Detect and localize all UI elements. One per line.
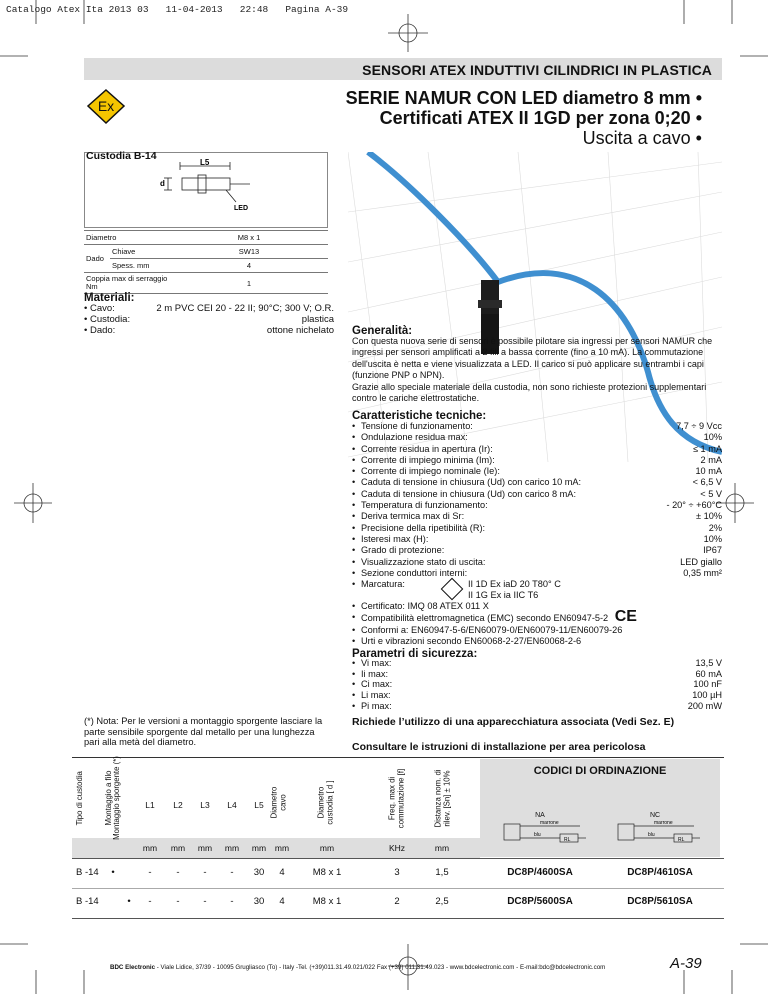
footer-company: BDC Electronic bbox=[110, 964, 156, 971]
caratteristica-label: • Visualizzazione stato di uscita: bbox=[361, 556, 486, 567]
caratteristica-label: • Sezione conduttori interni: bbox=[361, 567, 468, 578]
banner-title: SENSORI ATEX INDUTTIVI CILINDRICI IN PLASTICA bbox=[362, 62, 712, 78]
caratteristica-label: • Caduta di tensione in chiusura (Ud) con carico 8 mA: bbox=[361, 488, 576, 499]
coppia-label: Coppia max di serraggio Nm bbox=[84, 273, 170, 294]
chiave-value: SW13 bbox=[170, 245, 328, 259]
header-l4: L4 bbox=[227, 800, 237, 810]
caratteristica-label: • Precisione della ripetibilità (R): bbox=[361, 522, 486, 533]
parametro-item: • Ii max: 60 mA bbox=[352, 669, 722, 680]
caratteristica-label: • Temperatura di funzionamento: bbox=[361, 500, 488, 511]
caratteristica-value: - 20° ÷ +60°C bbox=[666, 500, 722, 511]
marcatura-row: • Marcatura: II 1D Ex iaD 20 T80° C II 1G Ex ia IIC T6 bbox=[352, 579, 722, 601]
header-diam-custodia: Diametro custodia [ d ] bbox=[316, 780, 334, 825]
caratteristiche-title: Caratteristiche tecniche: bbox=[352, 410, 487, 422]
header-tipo: Tipo di custodia bbox=[74, 771, 84, 826]
dado-label: Dado bbox=[84, 245, 110, 273]
caratteristica-value: 10% bbox=[703, 533, 722, 544]
caratteristica-value: 10 mA bbox=[695, 466, 722, 477]
svg-text:blu: blu bbox=[648, 832, 655, 838]
footer-address: - Viale Lidice, 37/39 - 10095 Grugliasco (To) - Italy -Tel. (+39)011.31.49.021/022 Fax (+39) 011.31.49.023 - www.bdcelectronic.com - E-mail:bdc@bdcelectronic.com bbox=[155, 964, 606, 971]
unit-dist: mm bbox=[434, 843, 450, 853]
caratteristica-item bbox=[352, 455, 722, 466]
nc-label: NC bbox=[649, 812, 661, 819]
certificato-row: • Certificato: IMQ 08 ATEX 011 X bbox=[352, 601, 722, 612]
richiede-text: Richiede l’utilizzo di una apparecchiatura associata (Vedi Sez. E) bbox=[352, 716, 675, 728]
parametro-item: • Li max: 100 µH bbox=[352, 690, 722, 701]
caratteristica-item bbox=[352, 534, 722, 545]
unit-l3: mm bbox=[197, 843, 213, 853]
row-divider bbox=[72, 918, 724, 919]
caratteristica-item bbox=[352, 477, 722, 488]
diametro-label: Diametro bbox=[84, 231, 170, 245]
spess-value: 4 bbox=[170, 259, 328, 273]
caratteristica-item bbox=[352, 557, 722, 568]
nc-schematic bbox=[614, 818, 704, 854]
parametri-title: Parametri di sicurezza: bbox=[352, 648, 478, 660]
caratteristica-label: • Grado di protezione: bbox=[361, 545, 445, 556]
caratteristica-label: • Corrente residua in apertura (Ir): bbox=[361, 443, 493, 454]
atex-ex-logo bbox=[86, 88, 126, 126]
svg-text:RL: RL bbox=[564, 837, 571, 843]
emc-row: • Compatibilità elettromagnetica (EMC) secondo EN60947-5-2 CE bbox=[352, 612, 722, 624]
coppia-value: 1 bbox=[170, 273, 328, 294]
caratteristica-item bbox=[352, 466, 722, 477]
caratteristica-item bbox=[352, 489, 722, 500]
code-nc: DC8P/5610SA bbox=[627, 896, 693, 907]
unit-freq: KHz bbox=[388, 843, 406, 853]
caratteristica-item bbox=[352, 500, 722, 511]
spess-label: Spess. mm bbox=[110, 259, 170, 273]
caratteristica-value: 2% bbox=[708, 522, 722, 533]
caratteristica-item bbox=[352, 568, 722, 579]
sensor-drawing bbox=[150, 158, 260, 222]
svg-text:d: d bbox=[160, 179, 165, 188]
caratteristica-label: • Isteresi max (H): bbox=[361, 533, 429, 544]
caratteristica-value: IP67 bbox=[703, 545, 722, 556]
caratteristica-label: • Tensione di funzionamento: bbox=[361, 421, 473, 431]
custodia-title: Custodia B-14 bbox=[86, 150, 157, 162]
unit-l1: mm bbox=[142, 843, 158, 853]
unit-custodia: mm bbox=[319, 843, 335, 853]
caratteristica-label: • Caduta di tensione in chiusura (Ud) con carico 10 mA: bbox=[361, 477, 582, 488]
caratteristica-label: • Deriva termica max di Sr: bbox=[361, 511, 465, 522]
caratteristica-label: • Corrente di impiego nominale (Ie): bbox=[361, 466, 500, 477]
caratteristica-label: • Ondulazione residua max: bbox=[361, 432, 468, 443]
caratteristica-label: • Corrente di impiego minima (Im): bbox=[361, 454, 495, 465]
title-line-3: Uscita a cavo • bbox=[582, 128, 702, 148]
caratteristica-value: < 6,5 V bbox=[692, 477, 722, 488]
caratteristica-value: LED giallo bbox=[680, 556, 722, 567]
unit-l5: mm bbox=[251, 843, 267, 853]
code-nc: DC8P/4610SA bbox=[627, 867, 693, 878]
parametro-item: • Pi max: 200 mW bbox=[352, 701, 722, 712]
header-l5: L5 bbox=[254, 800, 264, 810]
svg-text:L5: L5 bbox=[200, 158, 210, 167]
header-distanza: Distanza nom. di rilev. [Sn] ± 10% bbox=[433, 769, 451, 828]
unit-cavo: mm bbox=[274, 843, 290, 853]
header-l3: L3 bbox=[200, 800, 210, 810]
ce-mark-icon: CE bbox=[614, 608, 637, 626]
parametri-list bbox=[352, 658, 722, 712]
caratteristica-item bbox=[352, 523, 722, 534]
title-line-2: Certificati ATEX II 1GD per zona 0;20 • bbox=[379, 108, 702, 128]
caratteristica-item bbox=[352, 432, 722, 443]
svg-text:blu: blu bbox=[534, 832, 541, 838]
header-l1: L1 bbox=[145, 800, 155, 810]
order-table-top-border bbox=[72, 757, 724, 758]
generalita-text: Con questa nuova serie di sensori è possibile pilotare sia ingressi per sensori NAMUR che ingressi per sensori amplificati a 2 fili a bassa corrente (fino a 10 mA). La commutazione dell'uscita è netta e viene visualizzata a LED. Il carico si può applicare su entrambi i capi (funzione PNP o NPN). Grazie allo speciale materiale della custodia, non sono richieste protezioni supplementari contro le cariche elettrostatiche. bbox=[352, 336, 713, 404]
caratteristica-item bbox=[352, 444, 722, 455]
caratteristica-value: 0,35 mm² bbox=[683, 567, 722, 578]
caratteristica-value: 7,7 ÷ 9 Vcc bbox=[676, 421, 722, 431]
footer bbox=[110, 964, 605, 971]
header-montaggio: Montaggio a filo Montaggio sporgente (*) bbox=[104, 756, 121, 840]
materiali-list bbox=[84, 303, 334, 336]
caratteristica-value: ≤ 1 mA bbox=[692, 443, 722, 454]
unit-l2: mm bbox=[170, 843, 186, 853]
diametro-value: M8 x 1 bbox=[170, 231, 328, 245]
svg-text:LED: LED bbox=[234, 205, 248, 212]
caratteristica-value: 10% bbox=[703, 432, 722, 443]
nota-text: (*) Nota: Per le versioni a montaggio sporgente lasciare la parte sensibile sporgente dal metallo per una lunghezza pari alla metà del diametro. bbox=[84, 716, 323, 747]
caratteristica-item bbox=[352, 545, 722, 556]
materiali-title: Materiali: bbox=[84, 292, 135, 304]
series-title bbox=[346, 88, 702, 148]
title-line-1: SERIE NAMUR CON LED diametro 8 mm • bbox=[345, 88, 702, 108]
row-divider bbox=[72, 858, 724, 859]
materiale-item: • Dado: ottone nichelato bbox=[84, 325, 334, 336]
generalita-title: Generalità: bbox=[352, 325, 413, 337]
caratteristica-item bbox=[352, 511, 722, 522]
caratteristiche-list bbox=[352, 421, 722, 647]
materiale-item: • Custodia: plastica bbox=[84, 314, 334, 325]
na-schematic bbox=[500, 818, 590, 854]
codici-title: CODICI DI ORDINAZIONE bbox=[533, 765, 667, 777]
consultare-text: Consultare le istruzioni di installazione per area pericolosa bbox=[352, 741, 646, 753]
svg-text:RL: RL bbox=[678, 837, 685, 843]
parametro-item: • Vi max: 13,5 V bbox=[352, 658, 722, 669]
conformi-row: • Conformi a: EN60947-5-6/EN60079-0/EN60079-11/EN60079-26 bbox=[352, 625, 722, 636]
code-na: DC8P/5600SA bbox=[507, 896, 573, 907]
svg-text:Ex: Ex bbox=[97, 98, 115, 114]
unit-l4: mm bbox=[224, 843, 240, 853]
urti-row: • Urti e vibrazioni secondo EN60068-2-27/EN60068-2-6 bbox=[352, 636, 722, 647]
caratteristica-item bbox=[352, 421, 722, 432]
header-l2: L2 bbox=[173, 800, 183, 810]
svg-text:marrone: marrone bbox=[654, 820, 673, 826]
print-header: Catalogo Atex Ita 2013 03 11-04-2013 22:48 Pagina A-39 bbox=[6, 4, 349, 15]
parametro-item: • Ci max: 100 nF bbox=[352, 679, 722, 690]
caratteristica-value: 2 mA bbox=[700, 454, 722, 465]
page-number: A-39 bbox=[670, 955, 702, 972]
header-diam-cavo: Diametro cavo bbox=[269, 786, 287, 819]
ex-small-icon bbox=[441, 578, 464, 601]
caratteristica-value: < 5 V bbox=[700, 488, 722, 499]
na-label: NA bbox=[535, 812, 545, 819]
svg-text:marrone: marrone bbox=[540, 820, 559, 826]
header-freq: Freq. max di commutazione [f] bbox=[387, 768, 405, 829]
dimensions-table bbox=[84, 230, 328, 294]
caratteristica-value: ± 10% bbox=[696, 511, 722, 522]
row-divider bbox=[72, 888, 724, 889]
chiave-label: Chiave bbox=[110, 245, 170, 259]
code-na: DC8P/4600SA bbox=[507, 867, 573, 878]
materiale-item: • Cavo: 2 m PVC CEI 20 - 22 II; 90°C; 300 V; O.R. bbox=[84, 303, 334, 314]
